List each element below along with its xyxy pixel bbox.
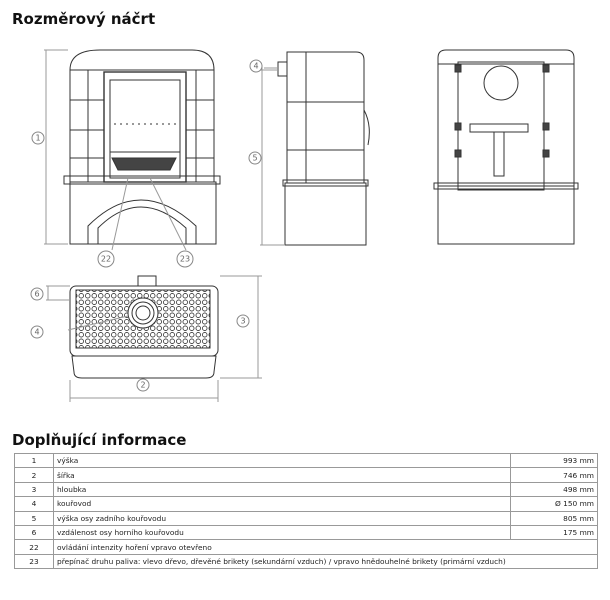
table-row (15, 540, 598, 554)
callout-1 (32, 132, 44, 144)
side-view (260, 52, 369, 245)
row-number: 2 (15, 468, 54, 482)
callout-2 (137, 379, 149, 391)
svg-text:1: 1 (35, 133, 41, 143)
row-number: 23 (15, 554, 54, 568)
callout-3 (237, 315, 249, 327)
row-value: Ø 150 mm (511, 497, 598, 511)
row-label: výška (54, 454, 511, 468)
table-row (15, 525, 598, 539)
row-number: 22 (15, 540, 54, 554)
callout-5 (249, 152, 261, 164)
callout-4-side (250, 60, 262, 72)
svg-text:4: 4 (253, 61, 259, 71)
row-label: kouřovod (54, 497, 511, 511)
svg-text:3: 3 (240, 316, 246, 326)
page-title: Rozměrový náčrt (12, 10, 156, 28)
table-row (15, 454, 598, 468)
row-number: 5 (15, 511, 54, 525)
svg-text:6: 6 (34, 289, 40, 299)
row-value: 805 mm (511, 511, 598, 525)
front-view (44, 50, 220, 250)
row-label: hloubka (54, 482, 511, 496)
row-number: 3 (15, 482, 54, 496)
svg-text:4: 4 (34, 327, 40, 337)
rear-view (434, 50, 578, 244)
section-title: Doplňující informace (12, 431, 187, 449)
row-value: 746 mm (511, 468, 598, 482)
row-label: přepínač druhu paliva: vlevo dřevo, dřevěné brikety (sekundární vzduch) / vpravo hnědouhelné brikety (primární vzduch) (54, 554, 598, 568)
row-label: vzdálenost osy horního kouřovodu (54, 525, 511, 539)
svg-text:23: 23 (179, 254, 191, 264)
table-row (15, 468, 598, 482)
svg-text:2: 2 (140, 380, 146, 390)
row-number: 1 (15, 454, 54, 468)
table-row (15, 511, 598, 525)
info-table (14, 453, 598, 569)
row-label: šířka (54, 468, 511, 482)
callout-6 (31, 288, 43, 300)
row-number: 4 (15, 497, 54, 511)
row-value: 498 mm (511, 482, 598, 496)
svg-text:5: 5 (252, 153, 258, 163)
table-row (15, 482, 598, 496)
callout-23 (177, 251, 193, 267)
row-value: 175 mm (511, 525, 598, 539)
row-number: 6 (15, 525, 54, 539)
table-row (15, 554, 598, 568)
top-view (46, 276, 262, 402)
svg-text:22: 22 (100, 254, 112, 264)
callout-4-top (31, 326, 43, 338)
callout-22 (98, 251, 114, 267)
table-row (15, 497, 598, 511)
row-value: 993 mm (511, 454, 598, 468)
row-label: ovládání intenzity hoření vpravo otevřeno (54, 540, 598, 554)
row-label: výška osy zadního kouřovodu (54, 511, 511, 525)
